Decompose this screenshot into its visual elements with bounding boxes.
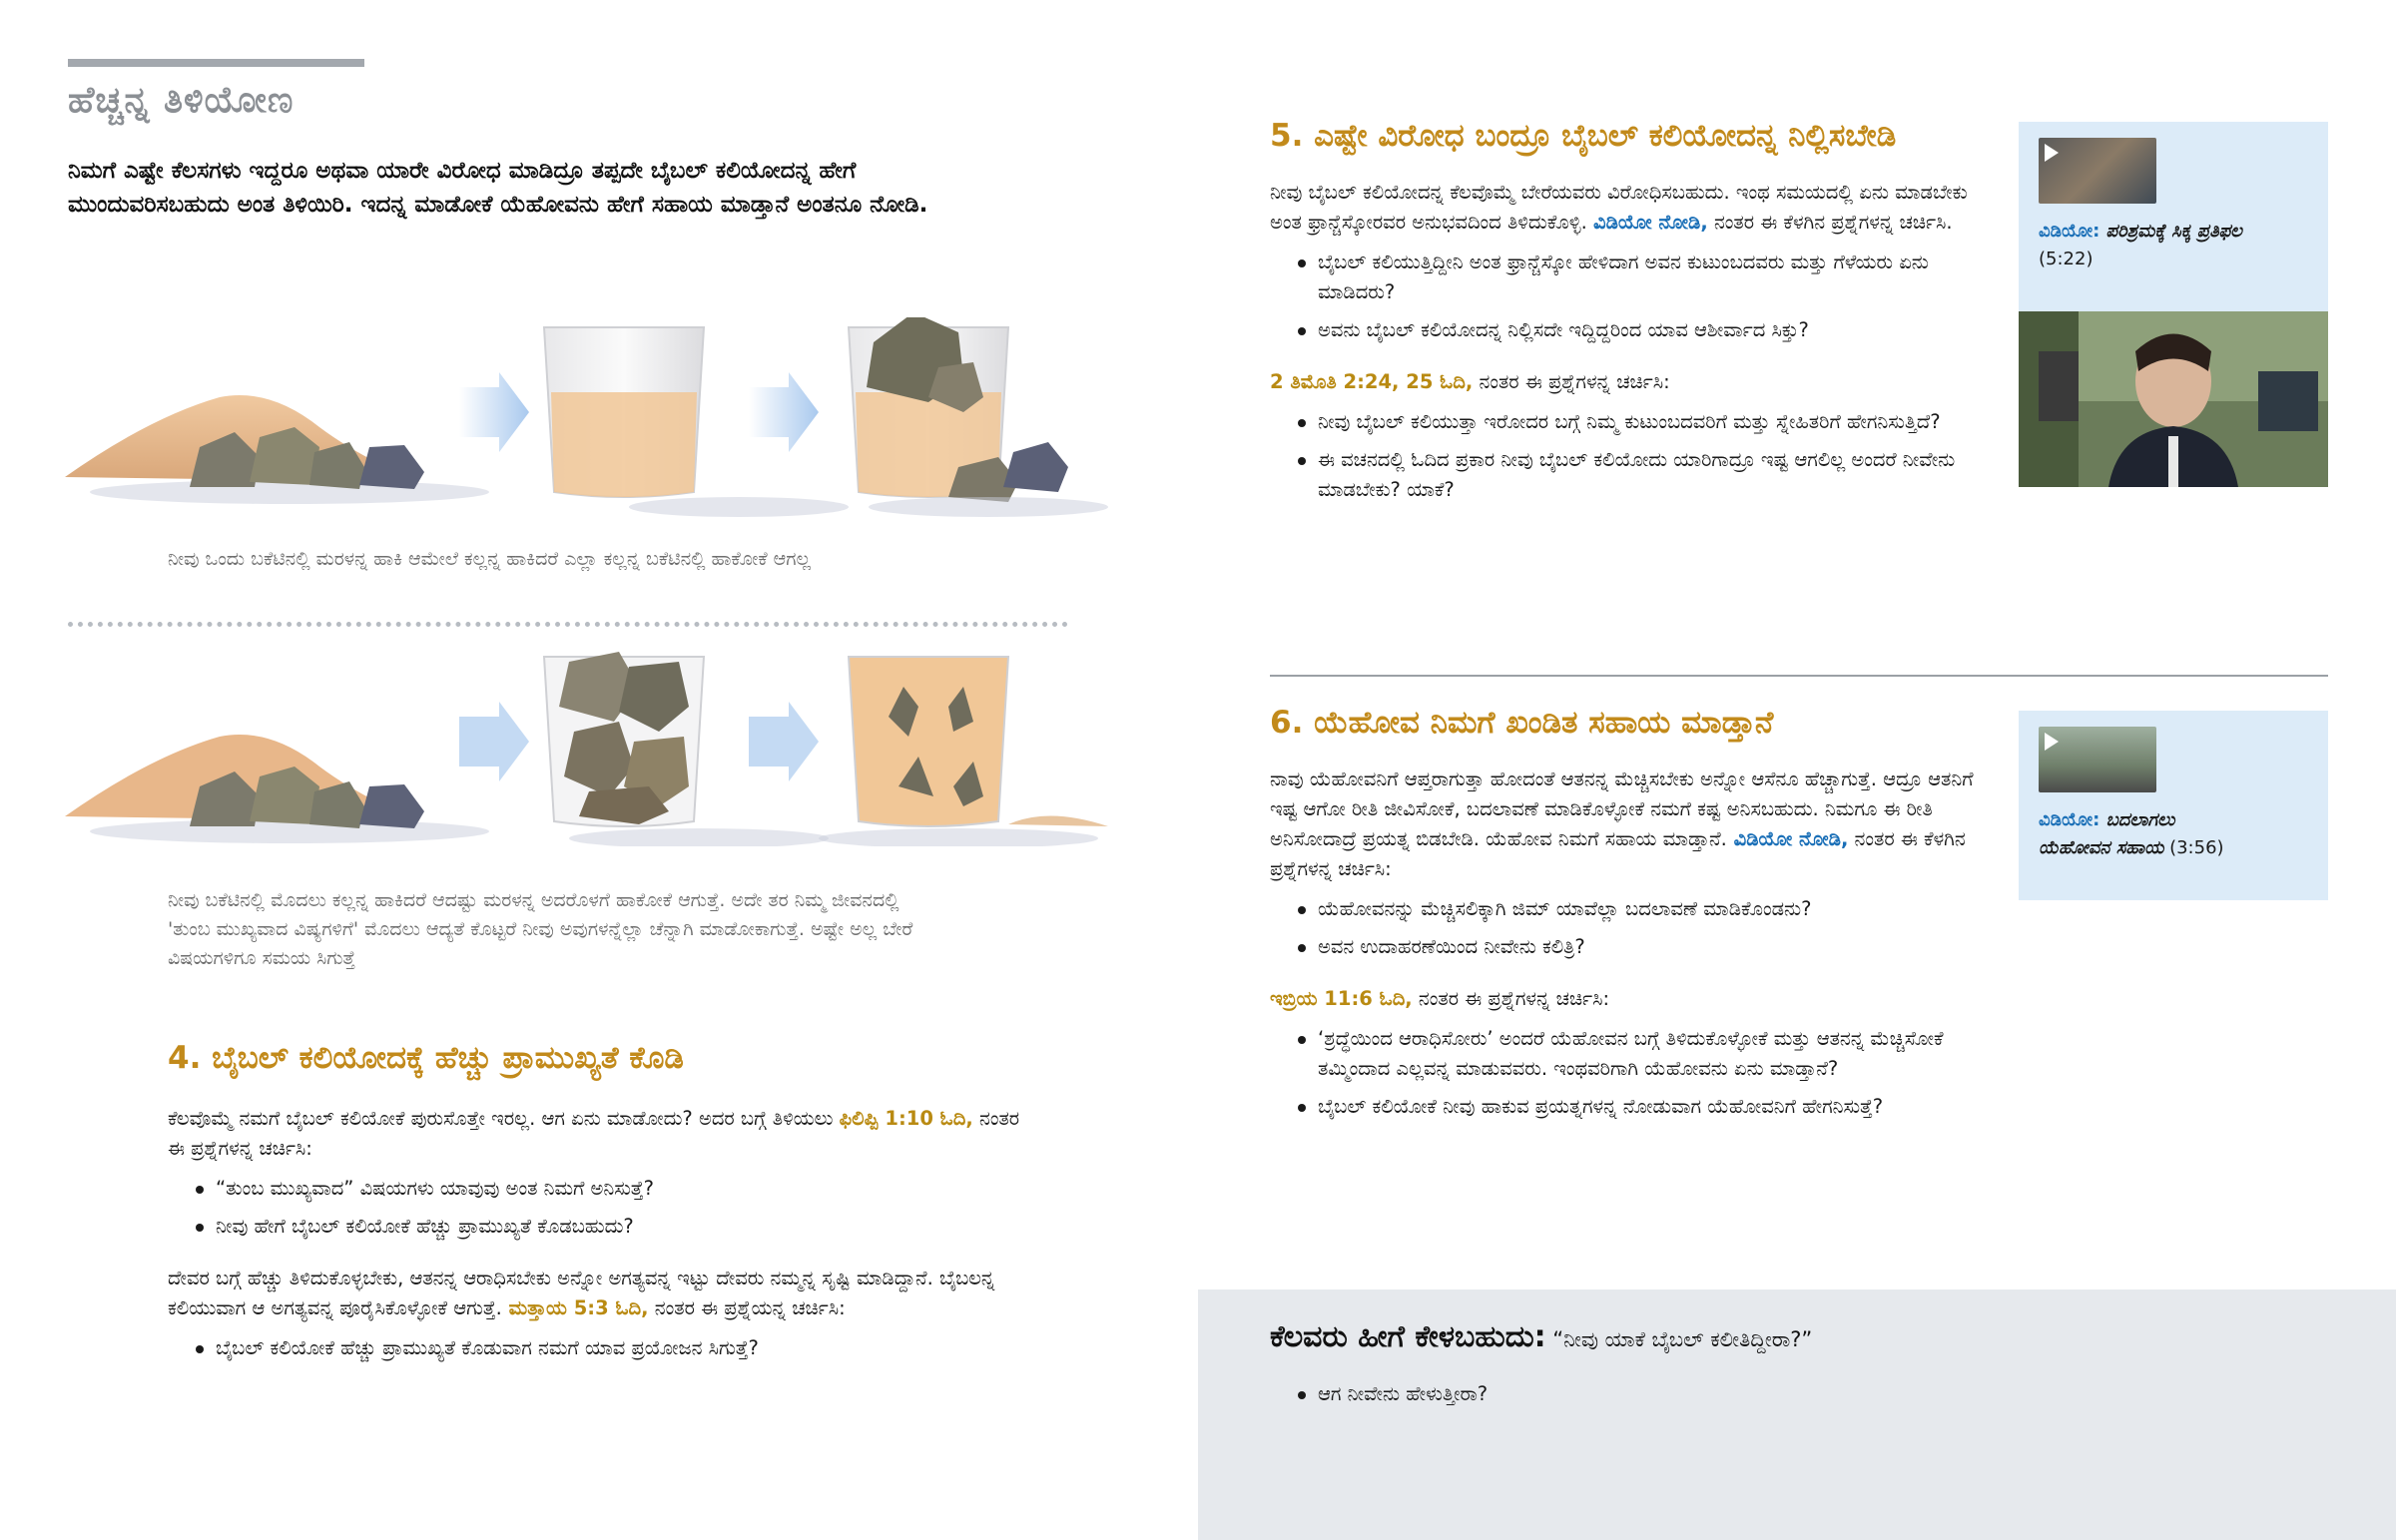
para-text: ನಂತರ ಈ ಪ್ರಶ್ನೆಗಳನ್ನ ಚರ್ಚಿಸಿ: [1412,987,1610,1010]
arrow-icon [749,702,819,781]
section-divider [1270,675,2328,677]
scripture-link-philippians[interactable]: ಫಿಲಿಪ್ಪಿ 1:10 ಓದಿ, [839,1107,973,1130]
video-card-6[interactable] [2019,711,2328,900]
para-text: ಕೆಲವೊಮ್ಮೆ ನಮಗೆ ಬೈಬಲ್ ಕಲಿಯೋಕೆ ಪುರುಸೊತ್ತೇ ಇರಲ್ಲ. ಆಗ ಏನು ಮಾಡೋದು? ಅದರ ಬಗ್ಗೆ ತಿಳಿಯಲು [168,1107,834,1130]
video-duration: (5:22) [2039,249,2094,269]
list-item: ನೀವು ಬೈಬಲ್ ಕಲಿಯುತ್ತಾ ಇರೋದರ ಬಗ್ಗೆ ನಿಮ್ಮ ಕುಟುಂಬದವರಿಗೆ ಮತ್ತು ಸ್ನೇಹಿತರಿಗೆ ಹೇಗನಿಸುತ್ತಿದೆ? [1270,407,1989,437]
list-item: ಈ ವಚನದಲ್ಲಿ ಓದಿದ ಪ್ರಕಾರ ನೀವು ಬೈಬಲ್ ಕಲಿಯೋದು ಯಾರಿಗಾದ್ರೂ ಇಷ್ಟ ಆಗಲಿಲ್ಲ ಅಂದರೆ ನೀವೇನು ಮಾಡಬೇಕು? ಯಾಕೆ? [1270,445,1989,505]
page-title: ಹೆಚ್ಚನ್ನ ತಿಳಿಯೋಣ [68,80,295,121]
section-6-ref-line [1270,984,1989,1014]
para-text: ನಂತರ ಈ ಕೆಳಗಿನ ಪ್ರಶ್ನೆಗಳನ್ನ ಚರ್ಚಿಸಿ: [1270,827,1966,880]
ask-questions [1270,1379,2168,1417]
list-item: “ತುಂಬ ಮುಖ್ಯವಾದ” ವಿಷಯಗಳು ಯಾವುವು ಅಂತ ನಿಮಗೆ ಅನಿಸುತ್ತೆ? [168,1174,1026,1204]
list-item: ಅವನ ಉದಾಹರಣೆಯಿಂದ ನೀವೇನು ಕಲಿತ್ರಿ? [1270,932,1989,962]
section-4-para-1 [168,1104,1026,1164]
list-item: ಯೆಹೋವನನ್ನು ಮೆಚ್ಚಿಸಲಿಕ್ಕಾಗಿ ಜಿಮ್ ಯಾವೆಲ್ಲಾ ಬದಲಾವಣೆ ಮಾಡಿಕೊಂಡನು? [1270,894,1989,924]
para-text: ನೀವು ಬೈಬಲ್ ಕಲಿಯೋದನ್ನ ಕೆಲವೊಮ್ಮೆ ಬೇರೆಯವರು ವಿರೋಧಿಸಬಹುದು. ಇಂಥ ಸಮಯದಲ್ಲಿ ಏನು ಮಾಡಬೇಕು ಅಂತ ಫ್ರಾನ್ಚೆಸ್ಕೋರವರ ಅನುಭವದಿಂದ ತಿಳಿದುಕೊಳ್ಳಿ. [1270,181,1968,234]
rock [1003,442,1068,492]
section-6-title: 6. ಯೆಹೋವ ನಿಮಗೆ ಖಂಡಿತ ಸಹಾಯ ಮಾಡ್ತಾನೆ [1270,705,1774,741]
caption-sand-first: ನೀವು ಒಂದು ಬಕೆಟಿನಲ್ಲಿ ಮರಳನ್ನ ಹಾಕಿ ಆಮೇಲೆ ಕಲ್ಲನ್ನ ಹಾಕಿದರೆ ಎಲ್ಲಾ ಕಲ್ಲನ್ನ ಬಕೆಟಿನಲ್ಲಿ ಹಾಕೋಕೆ ಆಗಲ್ಲ [168,548,812,570]
section-5-ref-line [1270,367,1989,397]
para-text: ನಂತರ ಈ ಕೆಳಗಿನ ಪ್ರಶ್ನೆಗಳನ್ನ ಚರ್ಚಿಸಿ. [1707,211,1953,234]
right-page [1198,0,2396,1540]
arrow-icon [749,372,819,452]
para-text: ನಂತರ ಈ ಪ್ರಶ್ನೆಗಳನ್ನ ಚರ್ಚಿಸಿ: [1473,370,1670,393]
spilled-sand [1008,815,1108,826]
rock [359,784,424,828]
video-thumbnail[interactable] [2039,138,2156,204]
arrow-icon [459,702,529,781]
para-text: ನಾವು ಯೆಹೋವನಿಗೆ ಆಪ್ತರಾಗುತ್ತಾ ಹೋದಂತೆ ಆತನನ್ನ ಮೆಚ್ಚಿಸಬೇಕು ಅನ್ನೋ ಆಸೆನೂ ಹೆಚ್ಚಾಗುತ್ತೆ. ಆದ್ರೂ ಆತನಿಗೆ ಇಷ್ಟ ಆಗೋ ರೀತಿ ಜೀವಿಸೋಕೆ, ಬದಲಾವಣೆ ಮಾಡಿಕೊಳ್ಳೋಕೆ ನಮಗೆ ಕಷ್ಟ ಅನಿಸಬಹುದು. ನಿಮಗೂ ಈ ರೀತಿ ಅನಿಸೋದಾದ್ರೆ ಪ್ರಯತ್ನ ಬಿಡಬೇಡಿ. ಯೆಹೋವ ನಿಮಗೆ ಸಹಾಯ ಮಾಡ್ತಾನೆ. [1270,768,1974,850]
section-5 [1270,116,1989,513]
para-text: ದೇವರ ಬಗ್ಗೆ ಹೆಚ್ಚು ತಿಳಿದುಕೊಳ್ಳಬೇಕು, ಆತನನ್ನ ಆರಾಧಿಸಬೇಕು ಅನ್ನೋ ಅಗತ್ಯವನ್ನ ಇಟ್ಟು ದೇವರು ನಮ್ಮನ್ನ ಸೃಷ್ಟಿ ಮಾಡಿದ್ದಾನೆ. ಬೈಬಲನ್ನ ಕಲಿಯುವಾಗ ಆ ಅಗತ್ಯವನ್ನ ಪೂರೈಸಿಕೊಳ್ಳೋಕೆ ಆಗುತ್ತೆ. [168,1267,995,1319]
section-6-para [1270,765,1989,884]
section-4-questions-2 [168,1333,1026,1363]
section-6-questions-1 [1270,894,1989,962]
list-item: ನೀವು ಹೇಗೆ ಬೈಬಲ್ ಕಲಿಯೋಕೆ ಹೆಚ್ಚು ಪ್ರಾಮುಖ್ಯತೆ ಕೊಡಬಹುದು? [168,1212,1026,1242]
photo-svg [2019,311,2328,487]
video-thumbnail[interactable] [2039,727,2156,792]
caption-rocks-first: ನೀವು ಬಕೆಟಿನಲ್ಲಿ ಮೊದಲು ಕಲ್ಲನ್ನ ಹಾಕಿದರೆ ಆದಷ್ಟು ಮರಳನ್ನ ಅದರೊಳಗೆ ಹಾಕೋಕೆ ಆಗುತ್ತೆ. ಅದೇ ತರ ನಿಮ್ಮ ಜೀವನದಲ್ಲಿ 'ತುಂಬ ಮುಖ್ಯವಾದ ವಿಷ್ಯಗಳಿಗೆ' ಮೊದಲು ಆದ್ಯತೆ ಕೊಟ್ಟರೆ ನೀವು ಅವುಗಳನ್ನೆಲ್ಲಾ ಚೆನ್ನಾಗಿ ಮಾಡೋಕಾಗುತ್ತೆ. ಅಷ್ಟೇ ಅಲ್ಲ ಬೇರೆ ವಿಷಯಗಳಿಗೂ ಸಮಯ ಸಿಗುತ್ತೆ [168,889,913,969]
play-icon [2045,733,2059,751]
video-label: ವಿಡಿಯೋ: [2039,221,2100,242]
scripture-link-timothy[interactable]: 2 ತಿಮೊತಿ 2:24, 25 ಓದಿ, [1270,370,1474,393]
dotted-divider [68,622,1068,627]
video-title [2039,218,2308,273]
cup-full [849,657,1008,826]
watch-video-link[interactable]: ವಿಡಿಯೋ ನೋಡಿ, [1726,827,1849,850]
watch-video-link[interactable]: ವಿಡಿಯೋ ನೋಡಿ, [1593,211,1708,234]
sand-first-svg [60,317,1118,517]
video-name: ಬದಲಾಗಲು [2099,809,2175,830]
scripture-link-matthew[interactable]: ಮತ್ತಾಯ 5:3 ಓದಿ, [501,1296,649,1319]
section-5-title: 5. ಎಷ್ಟೇ ವಿರೋಧ ಬಂದ್ರೂ ಬೈಬಲ್ ಕಲಿಯೋದನ್ನ ನಿಲ್ಲಿಸಬೇಡಿ [1270,118,1897,154]
list-item: ಬೈಬಲ್ ಕಲಿಯುತ್ತಿದ್ದೀನಿ ಅಂತ ಫ್ರಾನ್ಚೆಸ್ಕೋ ಹೇಳಿದಾಗ ಅವನ ಕುಟುಂಬದವರು ಮತ್ತು ಗೆಳೆಯರು ಏನು ಮಾಡಿದರು? [1270,248,1989,307]
video-duration: (3:56) [2163,837,2224,858]
video-card-5[interactable] [2019,122,2328,311]
scripture-link-hebrews[interactable]: ಇಬ್ರಿಯ 11:6 ಓದಿ, [1270,987,1413,1010]
ask-box [1198,1289,2396,1540]
para-text: ನಂತರ ಈ ಪ್ರಶ್ನೆಯನ್ನ ಚರ್ಚಿಸಿ: [648,1296,846,1319]
arrow-icon [459,372,529,452]
para-text: ನಂತರ ಈ ಪ್ರಶ್ನೆಗಳನ್ನ ಚರ್ಚಿಸಿ: [168,1107,1020,1160]
section-4-title: 4. ಬೈಬಲ್ ಕಲಿಯೋದಕ್ಕೆ ಹೆಚ್ಚು ಪ್ರಾಮುಖ್ಯತೆ ಕೊಡಿ [168,1040,684,1076]
rocks-first-svg [60,647,1118,846]
list-item: ಆಗ ನೀವೇನು ಹೇಳುತ್ತೀರಾ? [1270,1379,2168,1409]
list-item: ಬೈಬಲ್ ಕಲಿಯೋಕೆ ಹೆಚ್ಚು ಪ್ರಾಮುಖ್ಯತೆ ಕೊಡುವಾಗ ನಮಗೆ ಯಾವ ಪ್ರಯೋಜನ ಸಿಗುತ್ತೆ? [168,1333,1026,1363]
video-label: ವಿಡಿಯೋ: [2039,809,2100,830]
ask-quote: “ನೀವು ಯಾಕೆ ಬೈಬಲ್ ಕಲೀತಿದ್ದೀರಾ?” [1545,1327,1813,1351]
section-4 [168,1038,1026,1371]
video-name: ಯೆಹೋವನ ಸಹಾಯ [2039,837,2164,858]
list-item: ‘ಶ್ರದ್ಧೆಯಿಂದ ಆರಾಧಿಸೋರು’ ಅಂದರೆ ಯೆಹೋವನ ಬಗ್ಗೆ ತಿಳಿದುಕೊಳ್ಳೋಕೆ ಮತ್ತು ಆತನನ್ನ ಮೆಚ್ಚಿಸೋಕೆ ತಮ್ಮಿಂದಾದ ಎಲ್ಲವನ್ನ ಮಾಡುವವರು. ಇಂಥವರಿಗಾಗಿ ಯೆಹೋವನು ಏನು ಮಾಡ್ತಾನೆ? [1270,1024,1989,1084]
ask-lead: ಕೆಲವರು ಹೀಗೆ ಕೇಳಬಹುದು: [1270,1319,1546,1354]
sand-in-cup [551,392,697,497]
section-5-para [1270,178,1989,238]
list-item: ಅವನು ಬೈಬಲ್ ಕಲಿಯೋದನ್ನ ನಿಲ್ಲಿಸದೇ ಇದ್ದಿದ್ದರಿಂದ ಯಾವ ಆಶೀರ್ವಾದ ಸಿಕ್ತು? [1270,315,1989,345]
title-rule [68,59,364,67]
section-5-questions-1 [1270,248,1989,345]
illustration-rocks-first [60,647,1118,846]
section-6-questions-2 [1270,1024,1989,1122]
section-4-questions-1 [168,1174,1026,1242]
video-name: ಪರಿಶ್ರಮಕ್ಕೆ ಸಿಕ್ಕ ಪ್ರತಿಫಲ [2099,221,2242,242]
ask-heading [1270,1319,1812,1354]
video-title [2039,806,2308,862]
section-6 [1270,703,1989,1130]
rock [359,445,424,489]
video-still-photo [2019,311,2328,487]
intro-text: ನಿಮಗೆ ಎಷ್ಟೇ ಕೆಲಸಗಳು ಇದ್ದರೂ ಅಥವಾ ಯಾರೇ ವಿರೋಧ ಮಾಡಿದ್ರೂ ತಪ್ಪದೇ ಬೈಬಲ್ ಕಲಿಯೋದನ್ನ ಹೇಗೆ ಮುಂದುವರಿಸಬಹುದು ಅಂತ ತಿಳಿಯಿರಿ. ಇದನ್ನ ಮಾಡೋಕೆ ಯೆಹೋವನು ಹೇಗೆ ಸಹಾಯ ಮಾಡ್ತಾನೆ ಅಂತನೂ ನೋಡಿ. [68,158,928,218]
section-5-questions-2 [1270,407,1989,505]
play-icon [2045,144,2059,162]
section-4-para-2 [168,1264,1026,1323]
list-item: ಬೈಬಲ್ ಕಲಿಯೋಕೆ ನೀವು ಹಾಕುವ ಪ್ರಯತ್ನಗಳನ್ನ ನೋಡುವಾಗ ಯೆಹೋವನಿಗೆ ಹೇಗನಿಸುತ್ತೆ? [1270,1092,1989,1122]
illustration-sand-first [60,317,1118,517]
